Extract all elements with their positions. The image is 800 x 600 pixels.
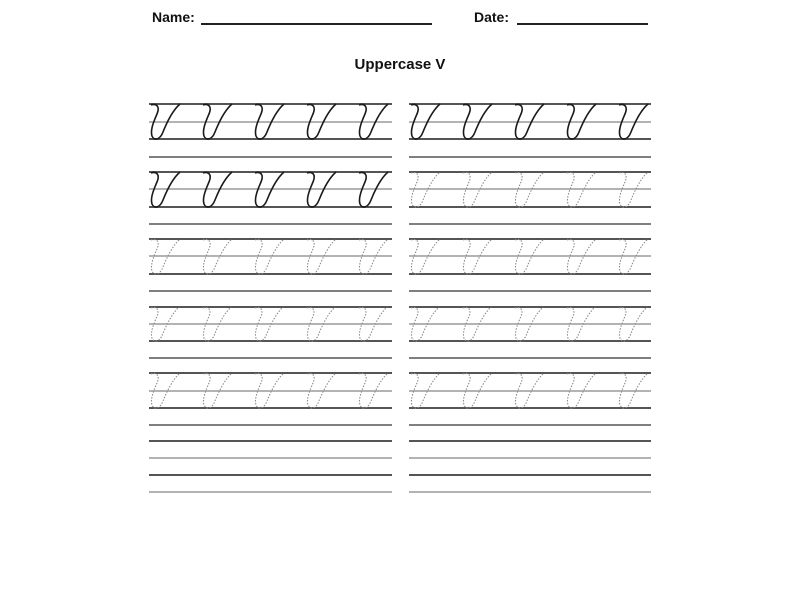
date-label: Date: xyxy=(474,9,510,25)
worksheet-title: Uppercase V xyxy=(354,56,446,73)
name-label: Name: xyxy=(152,9,195,25)
